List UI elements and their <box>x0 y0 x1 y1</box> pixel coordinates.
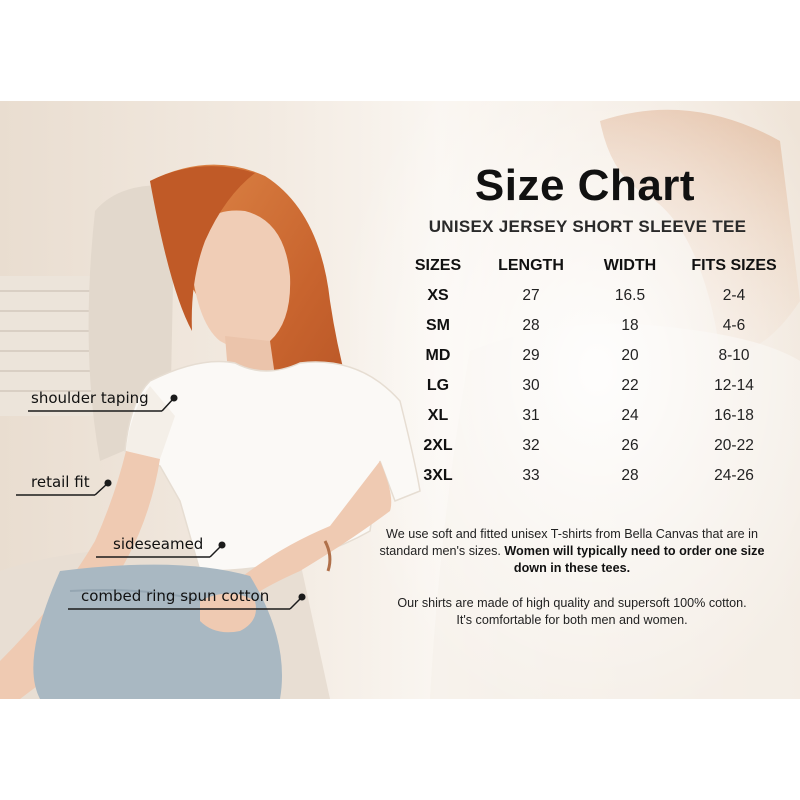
width-cell: 22 <box>621 377 639 394</box>
callout-sideseamed: sideseamed <box>113 535 204 553</box>
width-cell: 18 <box>621 317 639 334</box>
length-cell: 28 <box>522 317 540 334</box>
fits-cell: 4-6 <box>722 317 746 334</box>
fits-cell: 12-14 <box>714 377 754 394</box>
size-cell: SM <box>426 317 450 334</box>
length-cell: 29 <box>522 347 540 364</box>
page-title: Size Chart <box>474 161 696 210</box>
comfort-note-line: It's comfortable for both men and women. <box>456 613 688 627</box>
width-cell: 24 <box>621 407 639 424</box>
width-cell: 20 <box>621 347 639 364</box>
size-cell: MD <box>425 347 451 364</box>
table-row <box>396 461 790 491</box>
fits-cell: 2-4 <box>722 287 746 304</box>
size-chart-banner <box>0 101 800 699</box>
fits-cell: 20-22 <box>714 437 754 454</box>
header-fits-sizes: FITS SIZES <box>691 257 777 274</box>
callout-retail-fit: retail fit <box>31 473 90 491</box>
quality-note <box>372 595 772 629</box>
length-cell: 33 <box>522 467 540 484</box>
quality-note-line: Our shirts are made of high quality and supersoft 100% cotton. <box>397 596 747 610</box>
callout-combed-cotton: combed ring spun cotton <box>81 587 270 605</box>
size-cell: 2XL <box>423 437 453 454</box>
fits-cell: 8-10 <box>718 347 750 364</box>
width-cell: 16.5 <box>614 287 646 304</box>
callout-shoulder-taping: shoulder taping <box>31 389 149 407</box>
size-cell: LG <box>426 377 450 394</box>
table-row <box>396 281 790 311</box>
sizing-note-intro: We use soft and fitted unisex T-shirts from Bella Canvas that are in standard men's sizes. <box>379 527 758 558</box>
table-row <box>396 341 790 371</box>
table-row <box>396 431 790 461</box>
width-cell: 28 <box>621 467 639 484</box>
length-cell: 31 <box>522 407 540 424</box>
length-cell: 30 <box>522 377 540 394</box>
header-width: WIDTH <box>603 257 657 274</box>
page-subtitle: UNISEX JERSEY SHORT SLEEVE TEE <box>428 217 747 236</box>
size-cell: XL <box>427 407 449 424</box>
table-header-row <box>396 251 790 281</box>
size-table <box>396 251 790 491</box>
table-row <box>396 401 790 431</box>
table-row <box>396 311 790 341</box>
length-cell: 32 <box>522 437 540 454</box>
table-row <box>396 371 790 401</box>
fits-cell: 24-26 <box>714 467 754 484</box>
width-cell: 26 <box>621 437 639 454</box>
header-sizes: SIZES <box>414 257 462 274</box>
model-jeans <box>33 565 282 699</box>
header-length: LENGTH <box>498 257 564 274</box>
sizing-note <box>362 526 782 577</box>
length-cell: 27 <box>522 287 540 304</box>
fits-cell: 16-18 <box>714 407 754 424</box>
size-cell: 3XL <box>423 467 453 484</box>
size-cell: XS <box>427 287 449 304</box>
sizing-note-emphasis: Women will typically need to order one size down in these tees. <box>504 544 765 575</box>
